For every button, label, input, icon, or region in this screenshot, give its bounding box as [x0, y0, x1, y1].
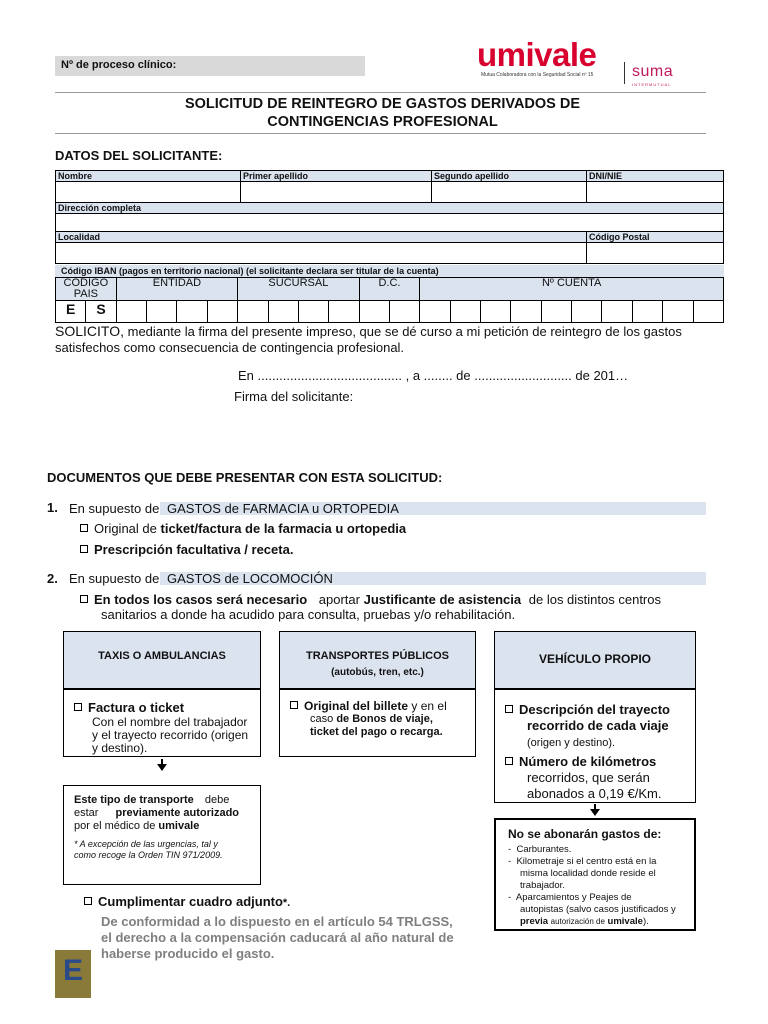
- title-line-2: CONTINGENCIAS PROFESIONAL: [267, 114, 498, 130]
- iban-digit-cell[interactable]: [511, 301, 541, 323]
- iban-table: [55, 277, 724, 323]
- checkbox-icon[interactable]: [80, 545, 88, 553]
- transp-sub: (autobús, tren, etc.): [331, 667, 424, 678]
- localidad-label: Localidad: [56, 232, 587, 243]
- iban-digit-cell[interactable]: [632, 301, 662, 323]
- noab-i2c: trabajador.: [520, 880, 565, 891]
- iban-label: Código IBAN (pagos en territorio nacional) (el solicitante declara ser titular de la cuenta): [55, 265, 724, 277]
- vehiculo-box: [494, 689, 696, 803]
- nombre-label: Nombre: [56, 171, 241, 182]
- no-abonaran-box: [494, 818, 696, 931]
- legal-line-3: haberse producido el gasto.: [101, 946, 275, 961]
- noab-i3a: Aparcamientos y Peajes de: [515, 892, 632, 903]
- taxis-header: TAXIS O AMBULANCIAS: [63, 631, 261, 689]
- checkbox-icon[interactable]: [80, 524, 88, 532]
- cumplimentar-option: [84, 894, 290, 911]
- iban-digit-cell[interactable]: [116, 301, 146, 323]
- applicant-table: [55, 170, 724, 264]
- umivale-inline-logo: umivale: [607, 916, 643, 927]
- transp-b1: Original del billete: [304, 699, 409, 713]
- title-line-1: SOLICITUD DE REINTEGRO DE GASTOS DERIVADOS DE: [184, 96, 581, 112]
- iban-digit-cell[interactable]: [147, 301, 177, 323]
- item1-pre: En supuesto de: [69, 501, 160, 516]
- iban-digit-cell[interactable]: [177, 301, 207, 323]
- arrow-head-icon: [590, 809, 600, 816]
- authorization-box: [63, 785, 261, 885]
- iban-digit-cell[interactable]: [693, 301, 723, 323]
- item1-title: GASTOS de FARMACIA u ORTOPEDIA: [166, 501, 399, 516]
- noab-i1: Carburantes.: [516, 844, 572, 855]
- proceso-clinico-field: Nº de proceso clínico:: [55, 56, 365, 76]
- item2-heading: [69, 571, 333, 587]
- veh-t3: abonados a 0,19 €/Km.: [527, 786, 662, 801]
- iban-digit-cell[interactable]: [420, 301, 450, 323]
- iban-header-cuenta: Nº CUENTA: [420, 278, 724, 301]
- iban-digit-cell[interactable]: [329, 301, 359, 323]
- segundo-apellido-label: Segundo apellido: [432, 171, 587, 182]
- primer-apellido-field[interactable]: [241, 182, 432, 203]
- taxis-bullet: [74, 700, 260, 716]
- iban-digit-cell[interactable]: [481, 301, 511, 323]
- iban-header-sucursal: SUCURSAL: [238, 278, 359, 301]
- checkbox-icon[interactable]: [290, 701, 298, 709]
- suma-logo: suma: [632, 63, 674, 80]
- transp-head: TRANSPORTES PÚBLICOS: [305, 650, 449, 662]
- checkbox-icon[interactable]: [505, 705, 513, 713]
- taxis-b1: Factura o ticket: [88, 700, 185, 715]
- auth-note-1: * A excepción de las urgencias, tal y: [74, 839, 218, 849]
- checkbox-icon[interactable]: [74, 703, 82, 711]
- localidad-field[interactable]: [56, 243, 587, 264]
- veh-t1: (origen y destino).: [527, 737, 616, 749]
- nombre-field[interactable]: [56, 182, 241, 203]
- iban-digit-cell[interactable]: [298, 301, 328, 323]
- item1-option-1: [80, 521, 406, 537]
- solicito-text-2: satisfechos como consecuencia de contingencia profesional.: [55, 340, 405, 355]
- codigo-postal-label: Código Postal: [587, 232, 724, 243]
- solicito-text-1: mediante la firma del presente impreso, que se dé curso a mi petición de reintegro de los gastos: [127, 324, 682, 339]
- noab-item-3: - Aparcamientos y Peajes de: [508, 892, 632, 903]
- firma-label: Firma del solicitante:: [234, 389, 354, 404]
- iban-digit-cell[interactable]: [541, 301, 571, 323]
- auth-b1: Este tipo de transporte: [74, 794, 194, 806]
- checkbox-icon[interactable]: [80, 595, 88, 603]
- auth-note-2: como recoge la Orden TIN 971/2009.: [74, 850, 223, 860]
- place-date-line: En ........................................ , a ........ de ........................... de 201…: [238, 368, 629, 383]
- dni-label: DNI/NIE: [587, 171, 724, 182]
- taxis-text-1: Con el nombre del trabajador: [92, 715, 248, 729]
- veh-b1: Descripción del trayecto: [519, 702, 670, 717]
- page-title: [110, 95, 655, 131]
- umivale-inline-logo: umivale: [158, 820, 200, 832]
- checkbox-icon[interactable]: [84, 897, 92, 905]
- veh-t2: recorridos, que serán: [527, 770, 650, 785]
- applicant-section-title: DATOS DEL SOLICITANTE:: [55, 148, 223, 163]
- iban-digit-cell[interactable]: [602, 301, 632, 323]
- auth-t1: debe: [204, 794, 230, 806]
- suma-logo-subtext: INTERMUTUAL: [632, 82, 672, 87]
- cumpl-mark: *.: [282, 897, 291, 909]
- direccion-label: Dirección completa: [56, 203, 724, 214]
- item2-opt1-bold2: Justificante de asistencia: [363, 592, 522, 607]
- vehiculo-header: VEHÍCULO PROPIO: [494, 631, 696, 689]
- noab-i3c: autorización de: [550, 917, 605, 926]
- item2-pre: En supuesto de: [69, 571, 160, 586]
- item2-opt1-bold: En todos los casos será necesario: [94, 592, 308, 607]
- iban-digit-cell[interactable]: [359, 301, 389, 323]
- veh-b2: recorrido de cada viaje: [527, 718, 669, 733]
- item1-number: 1.: [47, 500, 58, 515]
- legal-note: [101, 914, 481, 962]
- transp-b3: ticket del pago o recarga.: [310, 726, 443, 738]
- noab-item-2: - Kilometraje si el centro está en la: [508, 856, 657, 867]
- transp-b2: de Bonos de viaje,: [336, 713, 433, 725]
- taxis-text-2: y el trayecto recorrido (origen: [92, 728, 249, 742]
- auth-t3: por el médico de: [74, 820, 156, 832]
- noab-title: No se abonarán gastos de:: [508, 827, 662, 841]
- iban-digit-cell[interactable]: [268, 301, 298, 323]
- iban-digit-cell[interactable]: [450, 301, 480, 323]
- transportes-box: [279, 689, 476, 757]
- item1-heading: [69, 501, 399, 517]
- taxis-box: [63, 689, 261, 757]
- item2-option-1-line2: sanitarios a donde ha acudido para consulta, pruebas y/o rehabilitación.: [101, 607, 516, 622]
- taxis-text-3: y destino).: [92, 741, 148, 755]
- arrow-head-icon: [157, 764, 167, 771]
- direccion-field[interactable]: [56, 214, 724, 232]
- excellence-emblem: E: [55, 950, 91, 998]
- noab-i2a: Kilometraje si el centro está en la: [516, 856, 657, 867]
- iban-digit-cell[interactable]: [663, 301, 693, 323]
- item2-title: GASTOS de LOCOMOCIÓN: [166, 571, 333, 586]
- umivale-logo-subtext: Mutua Colaboradora con la Seguridad Social nº 15: [481, 72, 594, 78]
- documents-section-title: DOCUMENTOS QUE DEBE PRESENTAR CON ESTA SOLICITUD:: [47, 470, 443, 485]
- solicito-lead: SOLICITO,: [55, 323, 124, 339]
- iban-digit-cell[interactable]: [207, 301, 237, 323]
- noab-i3c-end: ).: [642, 916, 649, 927]
- item2-option-1: [80, 592, 720, 608]
- iban-header-pais: CODIGO PAIS: [56, 278, 117, 301]
- auth-t2: estar: [74, 807, 99, 819]
- veh-b3: Número de kilómetros: [519, 754, 657, 769]
- iban-country-cell-2: S: [86, 301, 116, 323]
- logo-divider: [624, 62, 625, 84]
- item1-opt1-pre: Original de: [94, 521, 157, 536]
- item2-opt1-mid: aportar: [318, 592, 360, 607]
- dni-field[interactable]: [587, 182, 724, 203]
- checkbox-icon[interactable]: [505, 757, 513, 765]
- primer-apellido-label: Primer apellido: [241, 171, 432, 182]
- item2-opt1-tail: de los distintos centros: [528, 592, 661, 607]
- item1-opt1-bold: ticket/factura de la farmacia u ortopedia: [160, 521, 407, 536]
- noab-item-1: - Carburantes.: [508, 844, 572, 855]
- item2-number: 2.: [47, 571, 58, 586]
- iban-header-dc: D.C.: [359, 278, 420, 301]
- noab-i2b: misma localidad donde reside el: [520, 868, 656, 879]
- iban-header-entidad: ENTIDAD: [116, 278, 237, 301]
- noab-i3c-b: previa: [520, 916, 548, 927]
- codigo-postal-field[interactable]: [587, 243, 724, 264]
- legal-line-2: el derecho a la compensación caducará al año natural de: [101, 930, 454, 945]
- solicito-paragraph: [55, 323, 725, 356]
- item1-option-2: [80, 542, 293, 558]
- header-rule-top: [55, 92, 706, 93]
- auth-b2: previamente autorizado: [115, 807, 240, 819]
- iban-digit-cell[interactable]: [389, 301, 419, 323]
- transp-t2: caso: [310, 713, 334, 725]
- segundo-apellido-field[interactable]: [432, 182, 587, 203]
- iban-digit-cell[interactable]: [238, 301, 268, 323]
- legal-line-1: De conformidad a lo dispuesto en el artículo 54 TRLGSS,: [101, 914, 453, 929]
- header-rule-bottom: [55, 133, 706, 134]
- iban-country-cell-1: E: [56, 301, 86, 323]
- cumpl-text: Cumplimentar cuadro adjunto: [98, 894, 283, 909]
- transportes-header: [279, 631, 476, 689]
- item1-opt2-text: Prescripción facultativa / receta.: [94, 542, 294, 557]
- iban-digit-cell[interactable]: [572, 301, 602, 323]
- umivale-logo: umivale: [477, 36, 597, 73]
- transp-t1: y en el: [411, 699, 447, 713]
- noab-i3b: autopistas (salvo casos justificados y: [520, 904, 676, 915]
